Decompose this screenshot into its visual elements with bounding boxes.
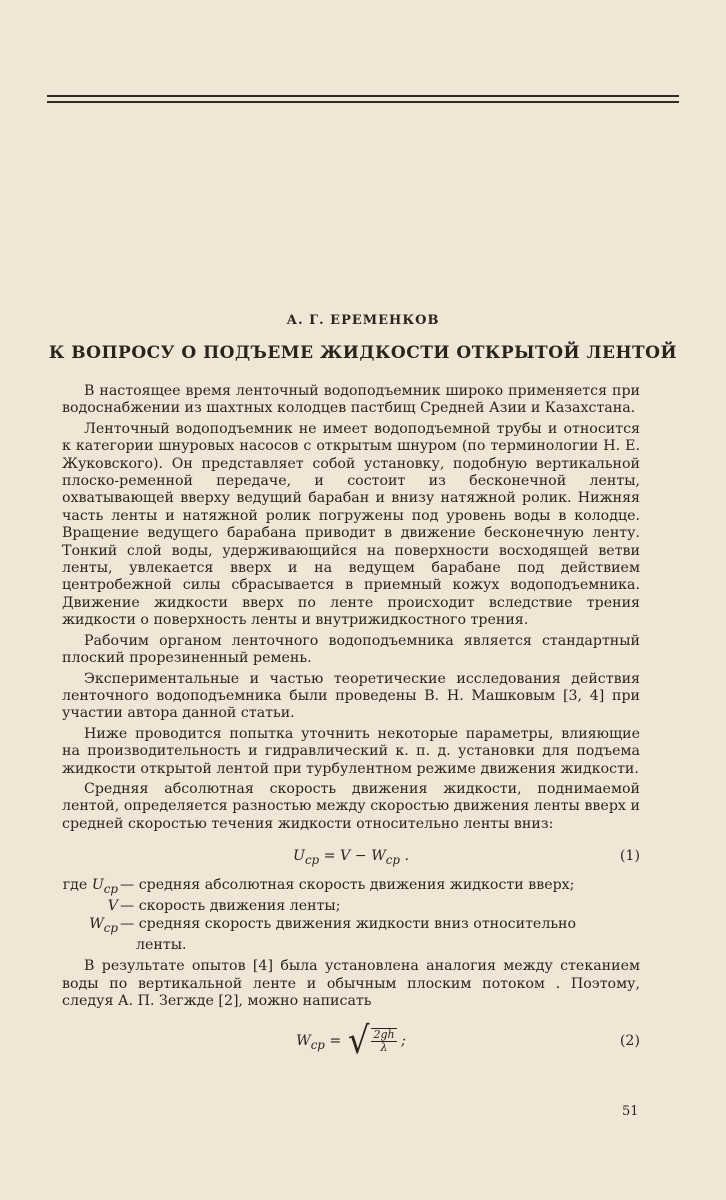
def-3-text: — средняя скорость движения жидкости вниз относительно bbox=[120, 915, 577, 932]
fraction-numerator: 2gh bbox=[373, 1027, 395, 1041]
article-body bbox=[62, 383, 640, 1071]
paragraph: Средняя абсолютная скорость движения жидкости, поднимаемой лентой, определяется разностью между скоростью движения ленты вверх и средней скоростью течения жидкости относительно ленты вниз: bbox=[62, 780, 640, 832]
fraction-denominator: λ bbox=[380, 1040, 388, 1054]
definition-2 bbox=[62, 898, 640, 915]
header-rule-bottom bbox=[47, 101, 679, 103]
formula-1-number: (1) bbox=[619, 848, 640, 865]
author-name: А. Г. ЕРЕМЕНКОВ bbox=[286, 313, 440, 328]
header-rule-top bbox=[47, 95, 679, 97]
formula-2-number: (2) bbox=[619, 1032, 640, 1049]
fraction bbox=[371, 1028, 396, 1054]
def-2-text: — скорость движения ленты; bbox=[120, 898, 341, 915]
definition-3 bbox=[62, 916, 640, 937]
def-2-symbol: V bbox=[107, 898, 118, 915]
definition-1 bbox=[62, 877, 640, 898]
sqrt-sign: √ bbox=[347, 1018, 370, 1063]
paragraph: Экспериментальные и частью теоретические исследования действия ленточного водоподъемника были проведены В. Н. Машковым [3, 4] при участии автора данной статьи. bbox=[62, 670, 640, 722]
paragraph: Рабочим органом ленточного водоподъемника является стандартный плоский прорезиненный ремень. bbox=[62, 632, 640, 667]
formula-2-lhs-sub: ср bbox=[310, 1037, 325, 1052]
formula-1-lhs: U bbox=[292, 848, 305, 865]
definition-3-continuation: ленты. bbox=[136, 937, 187, 954]
page-number: 51 bbox=[622, 1104, 639, 1119]
where-word: где bbox=[62, 877, 88, 894]
def-1-sub: ср bbox=[103, 881, 118, 896]
formula-2-eq: = bbox=[324, 1032, 346, 1049]
formula-1-tail: . bbox=[400, 848, 410, 865]
paragraph: Ленточный водоподъемник не имеет водоподъемной трубы и относится к категории шнуровых насосов с открытым шнуром (по терминологии Н. Е. Жуковского). Он представляет собой установку, подобную вертикальной плоско-ременной передаче, и состоит из бесконечной ленты, охватывающей вверху ведущий барабан и внизу натяжной ролик. Нижняя часть ленты и натяжной ролик погружены под уровень воды в колодце. Вращение ведущего барабана приводит в движение бесконечную ленту. Тонкий слой воды, удерживающийся на поверхности восходящей ветви ленты, увлекается вверх и на ведущем барабане под действием центробежной силы сбрасывается в приемный кожух водоподъемника. Движение жидкости вверх по ленте происходит вследствие трения жидкости о поверхность ленты и внутрижидкостного трения. bbox=[62, 420, 640, 629]
definitions bbox=[62, 877, 640, 954]
formula-1-rhs: = V − W bbox=[319, 848, 386, 865]
paragraph: Ниже проводится попытка уточнить некоторые параметры, влияющие на производительность и гидравлический к. п. д. установки для подъема жидкости открытой лентой при турбулентном режиме движения жидкости. bbox=[62, 725, 640, 777]
formula-2-lhs: W bbox=[296, 1032, 311, 1049]
def-3-symbol: W bbox=[89, 915, 104, 932]
formula-2 bbox=[62, 1019, 640, 1063]
formula-1-lhs-sub: ср bbox=[304, 852, 320, 867]
def-3-sub: ср bbox=[103, 920, 118, 935]
paragraph: В результате опытов [4] была установлена аналогия между стеканием воды по вертикальной ленте и обычным плоским потоком . Поэтому, следуя А. П. Зегжде [2], можно написать bbox=[62, 958, 640, 1010]
def-1-symbol: U bbox=[91, 877, 104, 894]
formula-1 bbox=[62, 843, 640, 869]
def-1-text: — средняя абсолютная скорость движения жидкости вверх; bbox=[120, 877, 575, 894]
formula-1-rhs-sub: ср bbox=[385, 852, 400, 867]
article-title: К ВОПРОСУ О ПОДЪЕМЕ ЖИДКОСТИ ОТКРЫТОЙ ЛЕНТОЙ bbox=[48, 343, 678, 363]
formula-2-tail: ; bbox=[396, 1032, 406, 1049]
paragraph: В настоящее время ленточный водоподъемник широко применяется при водоснабжении из шахтных колодцев пастбищ Средней Азии и Казахстана. bbox=[62, 383, 640, 417]
